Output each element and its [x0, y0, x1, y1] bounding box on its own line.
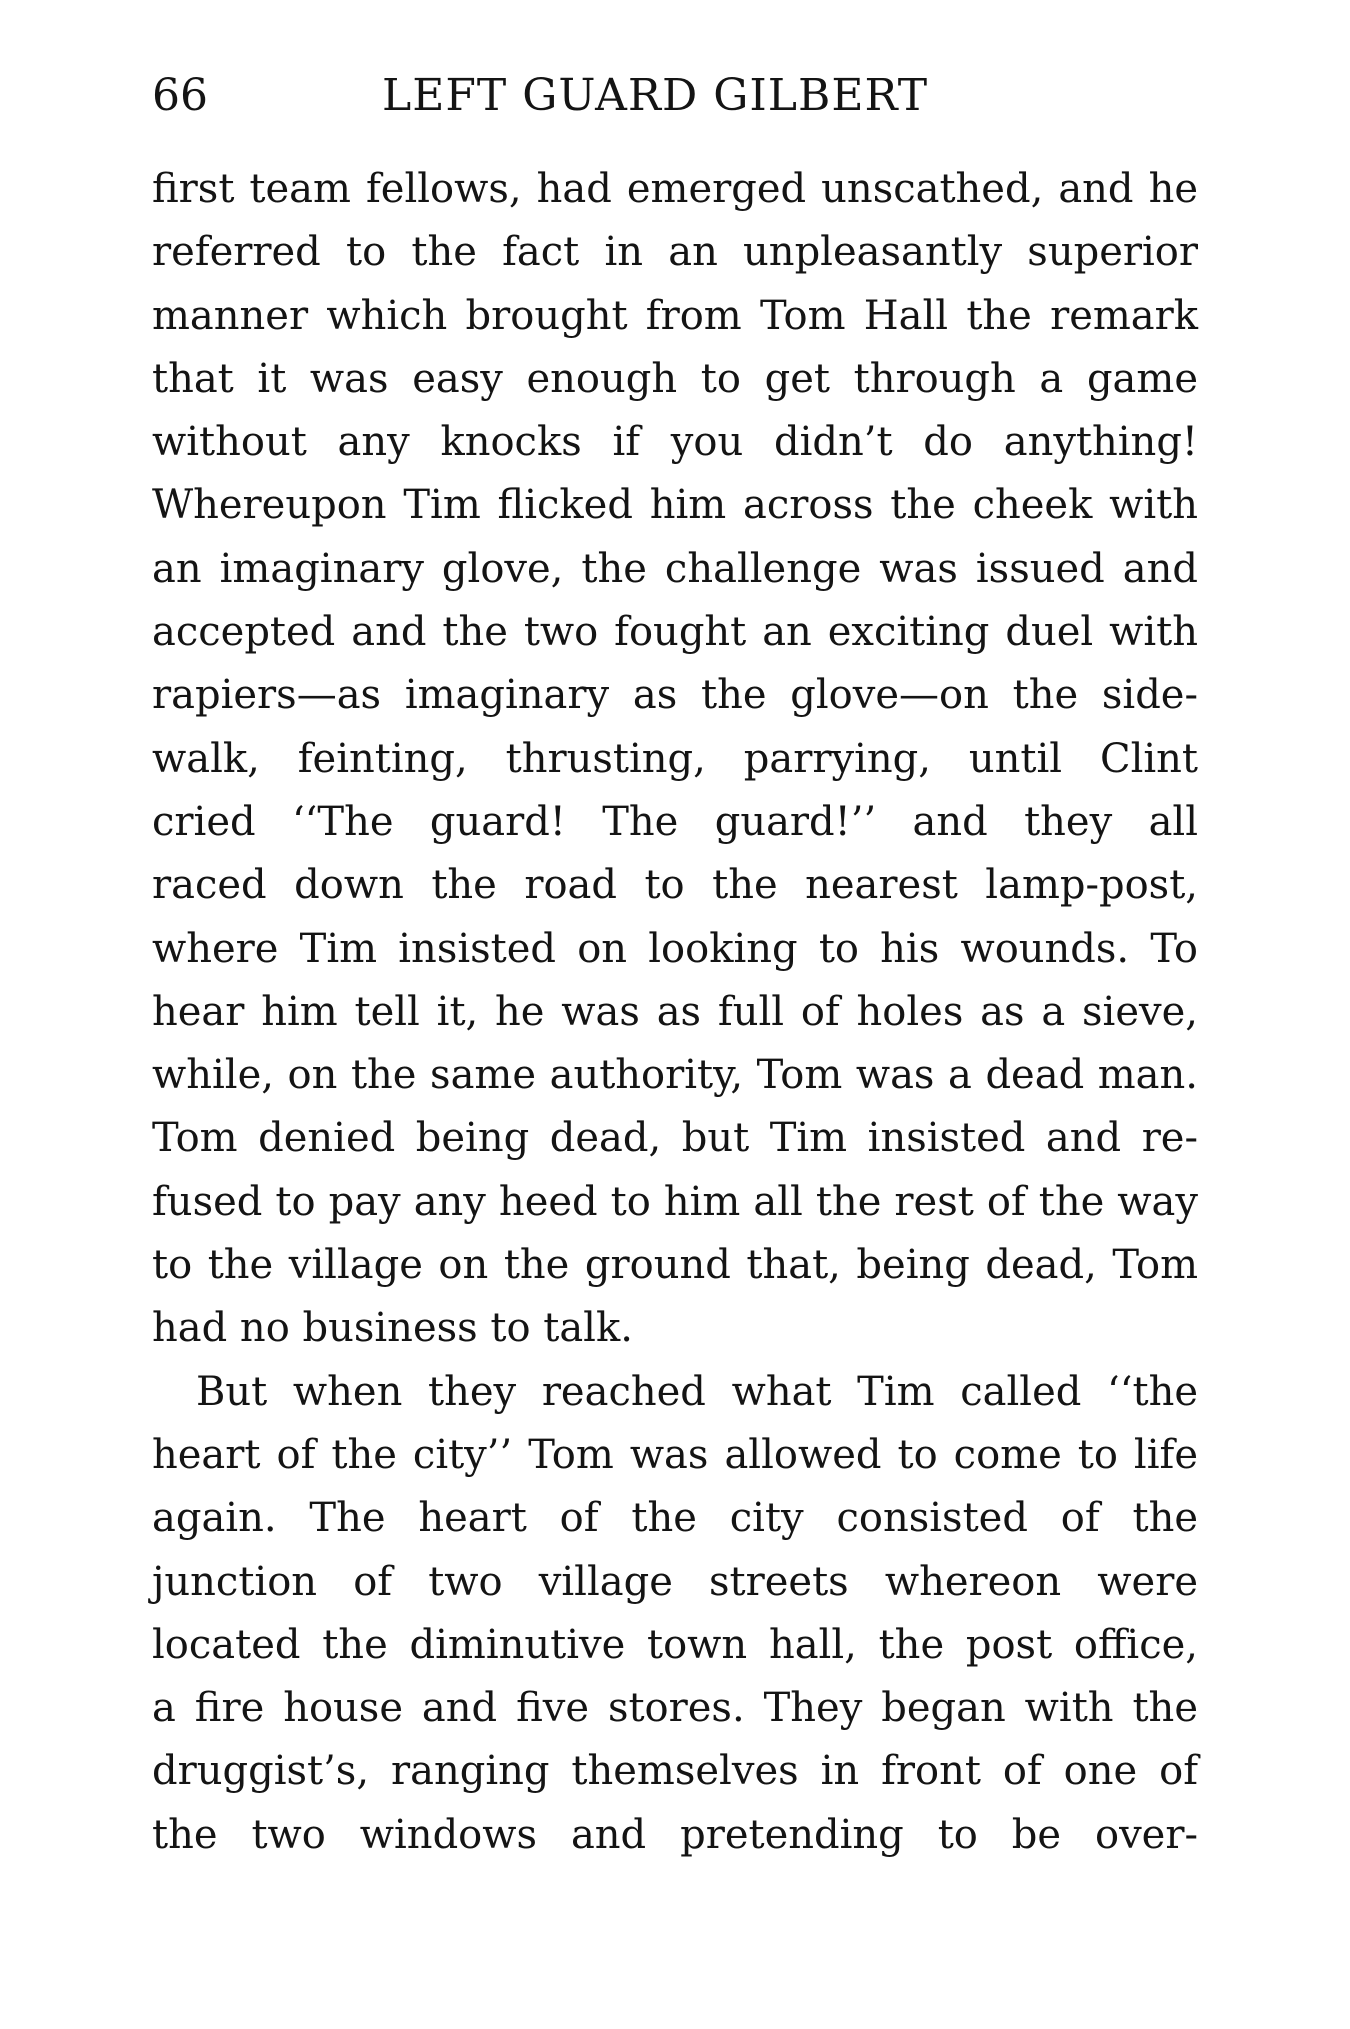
text-line: again. The heart of the city consisted of the [152, 1495, 1198, 1542]
text-line: located the diminutive town hall, the post office, [152, 1621, 1198, 1668]
text-line: referred to the fact in an unpleasantly superior [152, 229, 1198, 276]
text-line: rapiers—as imaginary as the glove—on the side- [152, 672, 1198, 719]
text-line: while, on the same authority, Tom was a dead man. [152, 1052, 1198, 1099]
paragraph-1 [152, 158, 1198, 1361]
text-line: Whereupon Tim flicked him across the cheek with [152, 482, 1198, 529]
text-line: that it was easy enough to get through a game [152, 355, 1198, 402]
text-line: without any knocks if you didn’t do anything! [152, 419, 1198, 466]
text-line: heart of the city’’ Tom was allowed to come to life [152, 1431, 1198, 1478]
text-line: first team fellows, had emerged unscathed, and he [152, 166, 1198, 212]
page-number: 66 [152, 70, 208, 121]
text-line: manner which brought from Tom Hall the remark [152, 292, 1198, 339]
text-line: druggist’s, ranging themselves in front of one of [152, 1748, 1198, 1795]
text-line: fused to pay any heed to him all the rest of the way [152, 1178, 1198, 1225]
text-line: But when they reached what Tim called ‘‘the [196, 1368, 1198, 1415]
text-line: an imaginary glove, the challenge was issued and [152, 545, 1198, 592]
text-line: where Tim insisted on looking to his wounds. To [152, 925, 1198, 972]
text-line: accepted and the two fought an exciting duel with [152, 609, 1198, 656]
text-line: cried ‘‘The guard! The guard!’’ and they all [152, 798, 1198, 845]
running-title: LEFT GUARD GILBERT [382, 70, 929, 121]
page-header [152, 66, 1212, 126]
text-line: had no business to talk. [152, 1305, 633, 1352]
body-text [152, 158, 1198, 1867]
text-line: walk, feinting, thrusting, parrying, until Clint [152, 735, 1198, 782]
paragraph-2 [152, 1361, 1198, 1867]
text-line: junction of two village streets whereon were [152, 1558, 1198, 1605]
text-line: a fire house and five stores. They began with the [152, 1685, 1198, 1732]
text-line: raced down the road to the nearest lamp-post, [152, 862, 1198, 909]
text-line: hear him tell it, he was as full of holes as a sieve, [152, 988, 1198, 1035]
text-line: Tom denied being dead, but Tim insisted and re- [152, 1115, 1198, 1162]
text-line: the two windows and pretending to be over- [152, 1811, 1198, 1858]
text-line: to the village on the ground that, being dead, Tom [152, 1242, 1198, 1289]
